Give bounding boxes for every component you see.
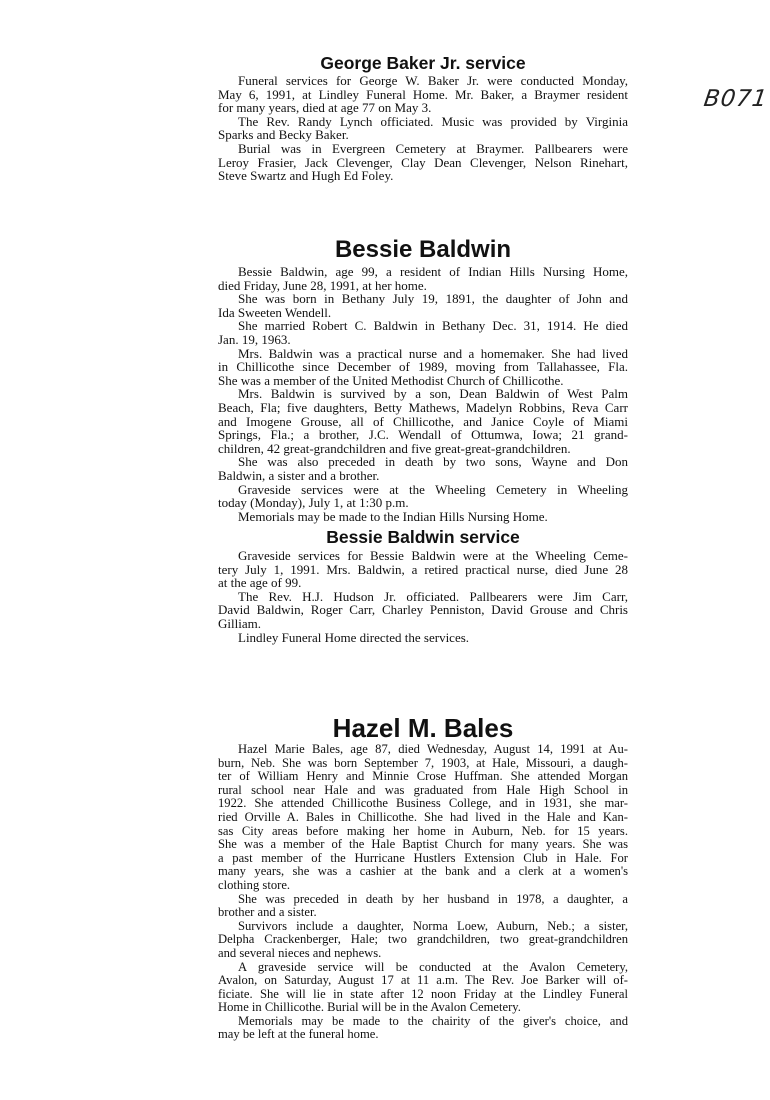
text-line: Memorials may be made to the chairity of the giver's choice, and [238,1013,628,1028]
paragraph [218,455,628,482]
paragraph [218,265,628,292]
text-line: Ida Sweeten Wendell. [218,304,332,320]
text-line: many years, she was a cashier at the bank and a clerk at a women's [218,864,628,879]
text-line: Mrs. Baldwin was a practical nurse and a homemaker. She had lived [238,345,628,361]
paragraph [218,893,628,920]
paragraph [218,319,628,346]
text-line: A graveside service will be conducted at the Avalon Cemetery, [238,959,628,974]
text-line: Graveside services for Bessie Baldwin were at the Wheeling Ceme- [238,548,628,563]
section-title: Bessie Baldwin [334,236,512,263]
section-title: Hazel M. Bales [332,713,514,743]
text-line: Mrs. Baldwin is survived by a son, Dean Baldwin of West Palm [238,386,628,402]
obituary-george-baker-service [218,53,628,183]
paragraph [218,961,628,1015]
paragraph [218,510,628,524]
text-line: died Friday, June 28, 1991, at her home. [218,277,427,293]
section-body [218,74,628,183]
paragraph [218,115,628,142]
text-line: Bessie Baldwin, age 99, a resident of Indian Hills Nursing Home, [238,264,628,279]
paragraph [218,483,628,510]
obituary-bessie-baldwin-service [218,527,628,644]
paragraph [218,292,628,319]
section-title: Bessie Baldwin service [326,527,520,547]
text-line: Survivors include a daughter, Norma Loew, Auburn, Neb.; a sister, [238,918,628,933]
text-line: Baldwin, a sister and a brother. [218,467,380,483]
text-line: ter of William Henry and Minnie Crose Huffman. She attended Morgan [218,769,628,784]
text-line: Gilliam. [218,615,261,631]
text-line: burn, Neb. She was born September 7, 1903, at Hale, Missouri, a daugh- [218,755,628,770]
section-body [218,265,628,523]
text-line: in Chillicothe since December of 1989, moving from Tallahassee, Fla. [218,359,628,375]
text-line: The Rev. H.J. Hudson Jr. officiated. Pallbearers were Jim Carr, [238,588,628,604]
section-title: George Baker Jr. service [320,53,526,73]
text-line: 1922. She attended Chillicothe Business College, and in 1931, she mar- [218,796,628,811]
text-line: David Baldwin, Roger Carr, Charley Penniston, David Grouse and Chris [218,602,628,618]
section-body [218,743,628,1042]
paragraph [218,1015,628,1042]
paragraph [218,631,628,645]
obituary-bessie-baldwin [218,236,628,523]
text-line: Memorials may be made to the Indian Hills Nursing Home. [238,508,548,524]
paragraph [218,920,628,961]
text-line: Hazel Marie Bales, age 87, died Wednesday, August 14, 1991 at Au- [238,742,628,756]
text-line: May 6, 1991, at Lindley Funeral Home. Mr. Baker, a Braymer resident [218,86,628,102]
text-line: and several nieces and nephews. [218,945,382,960]
text-line: She was a member of the Hale Baptist Church for many years. She was [218,837,628,852]
text-line: and Imogene Grouse, all of Chillicothe, and Janice Coyle of Miami [218,413,628,429]
text-line: children, 42 great-grandchildren and five great-great-grandchildren. [218,440,571,456]
text-line: tery July 1, 1991. Mrs. Baldwin, a retired practical nurse, died June 28 [218,561,628,577]
text-line: a past member of the Hurricane Hustlers Extension Club in Hale. For [218,850,628,865]
text-line: clothing store. [218,877,291,892]
text-line: brother and a sister. [218,905,317,920]
text-line: at the age of 99. [218,575,302,591]
text-line: ried Orville A. Bales in Chillicothe. She had lived in the Hale and Kan- [218,809,628,824]
text-line: Avalon, on Saturday, August 17 at 11 a.m. The Rev. Joe Barker will of- [218,973,628,988]
text-line: may be left at the funeral home. [218,1027,379,1042]
text-line: She was a member of the United Methodist Church of Chillicothe. [218,372,564,388]
text-line: Jan. 19, 1963. [218,331,291,347]
text-line: Lindley Funeral Home directed the services. [238,629,470,645]
paragraph [218,590,628,631]
obituary-hazel-bales [218,713,628,1042]
text-line: for many years, died at age 77 on May 3. [218,100,432,116]
text-line: She married Robert C. Baldwin in Bethany Dec. 31, 1914. He died [238,318,628,334]
paragraph [218,387,628,455]
text-line: Springs, Fla.; a brother, J.C. Wendall of Ottumwa, Iowa; 21 grand- [218,427,628,443]
text-line: Delpha Crackenberger, Hale; two grandchildren, two great-grandchildren [218,932,628,947]
handwritten-margin-note: B071 [702,86,770,112]
text-line: rural school near Hale and was graduated from Hale High School in [218,782,628,797]
section-body [218,549,628,644]
text-line: The Rev. Randy Lynch officiated. Music was provided by Virginia [238,113,628,129]
paragraph [218,743,628,893]
text-line: Burial was in Evergreen Cemetery at Braymer. Pallbearers were [238,140,628,156]
text-line: today (Monday), July 1, at 1:30 p.m. [218,495,409,511]
paragraph [218,74,628,115]
text-line: Leroy Frasier, Jack Clevenger, Clay Dean Clevenger, Nelson Rinehart, [218,154,628,170]
text-line: She was also preceded in death by two sons, Wayne and Don [238,454,628,470]
paragraph [218,347,628,388]
text-line: sas City areas before making her home in Auburn, Neb. for 15 years. [218,823,628,838]
text-line: She was preceded in death by her husband in 1978, a daughter, a [238,891,628,906]
text-line: Steve Swartz and Hugh Ed Foley. [218,168,394,184]
paragraph [218,142,628,183]
text-line: She was born in Bethany July 19, 1891, the daughter of John and [238,291,628,307]
text-line: Graveside services were at the Wheeling Cemetery in Wheeling [238,481,628,497]
paragraph [218,549,628,590]
text-line: Beach, Fla; five daughters, Betty Mathews, Madelyn Robbins, Reva Carr [218,399,628,415]
text-line: Home in Chillicothe. Burial will be in the Avalon Cemetery. [218,1000,521,1015]
text-line: ficiate. She will lie in state after 12 noon Friday at the Lindley Funeral [218,986,628,1001]
text-line: Funeral services for George W. Baker Jr. were conducted Monday, [238,73,628,88]
text-line: Sparks and Becky Baker. [218,127,349,143]
